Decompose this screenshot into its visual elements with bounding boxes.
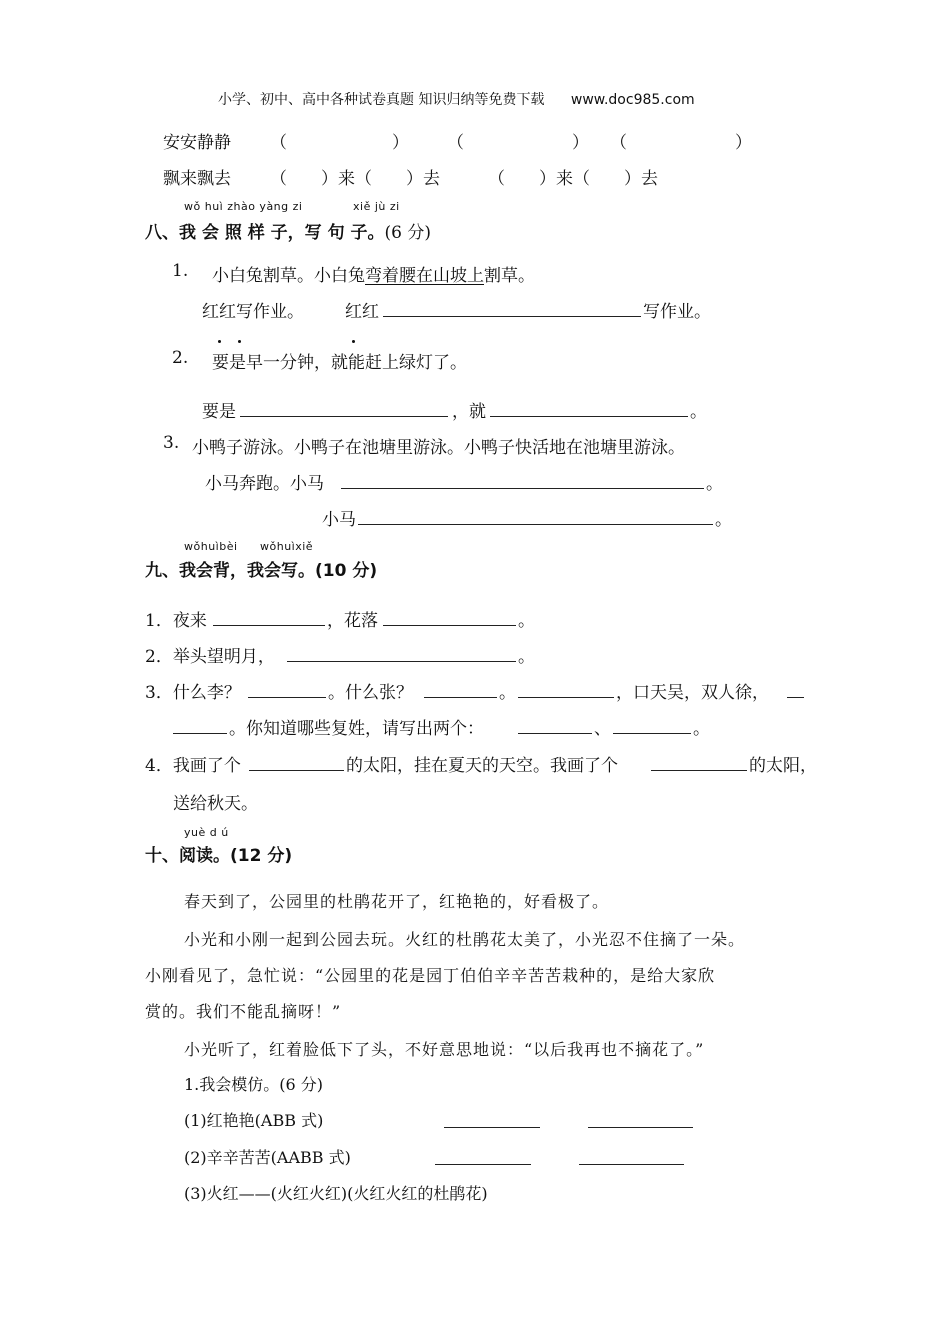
anjing-paren-2-open: （ [447, 133, 464, 153]
s10-q1: 1.我会模仿。(6 分) [184, 1075, 324, 1094]
reading-p2-a: 小光和小刚一起到公园去玩。火红的杜鹃花太美了，小光忍不住摘了一朵。 [184, 930, 746, 949]
s8-q1-underlined: 弯着腰在山坡上 [365, 266, 484, 286]
s8-q2-number: 2. [172, 348, 189, 368]
s10-q1-2: (2)辛辛苦苦(AABB 式) [184, 1148, 351, 1167]
piao-group-2: （ ）来（ ）去 [488, 169, 658, 189]
anjing-paren-3-close: ） [735, 133, 752, 153]
s9-l3-blank-4-cont[interactable] [173, 719, 227, 734]
reading-p2-b: 小刚看见了，急忙说：“公园里的花是园丁伯伯辛辛苦苦栽种的，是给大家欣 [145, 966, 716, 985]
s10-q1-1-blank-1[interactable] [444, 1113, 540, 1128]
s9-l4-d: 送给秋天。 [173, 794, 258, 814]
section8-pinyin-1: wǒ huì zhào yàng zi [184, 200, 303, 213]
section9-pinyin-1: wǒhuìbèi [184, 540, 238, 553]
emphasis-dot [352, 340, 355, 343]
s8-q1-text-a: 小白兔割草。小白兔 [212, 266, 365, 286]
s9-l4-blank-1[interactable] [249, 756, 344, 771]
s8-q1-exercise-b: 红红 [345, 302, 379, 322]
s8-q2-text: 要是早一分钟，就能赶上绿灯了。 [212, 353, 467, 373]
s9-l1-c: 。 [518, 611, 535, 631]
s9-l1-blank-1[interactable] [213, 611, 325, 626]
s9-l1-a: 1．夜来 [145, 611, 207, 631]
s8-q1-blank[interactable] [383, 302, 641, 317]
s8-q1-text-b: 割草。 [484, 266, 535, 286]
anjing-paren-3-open: （ [610, 133, 627, 153]
section10-pinyin: yuè d ú [184, 826, 229, 839]
s9-l4-b: 的太阳，挂在夏天的天空。我画了个 [346, 756, 618, 776]
s8-q2-blank-1[interactable] [240, 402, 448, 417]
anjing-paren-1-close: ） [392, 133, 409, 153]
s8-q3-blank-2[interactable] [358, 510, 713, 525]
reading-p1: 春天到了，公园里的杜鹃花开了，红艳艳的，好看极了。 [184, 892, 610, 911]
s9-l3-blank-3[interactable] [518, 683, 614, 698]
s8-q1-example [212, 261, 535, 286]
s9-l4-c: 的太阳， [749, 756, 817, 776]
section9-pinyin-2: wǒhuìxiě [260, 540, 314, 553]
header-text: 小学、初中、高中各种试卷真题 知识归纳等免费下载 [218, 92, 545, 108]
s9-l3e-a: 。你知道哪些复姓，请写出两个： [229, 719, 484, 739]
s9-l3-blank-4[interactable] [787, 683, 804, 698]
s8-q1-exercise-c: 写作业。 [643, 302, 711, 322]
s9-l2-blank[interactable] [287, 647, 516, 662]
s8-q3-a: 小马奔跑。小马 [205, 474, 324, 494]
anjing-paren-1-open: （ [270, 133, 287, 153]
s9-l3-blank-2[interactable] [424, 683, 497, 698]
piao-line [163, 164, 231, 189]
s10-q1-2-blank-2[interactable] [579, 1150, 684, 1165]
reading-p3: 小光听了，红着脸低下了头，不好意思地说：“以后我再也不摘花了。” [184, 1040, 705, 1059]
s8-q2-blank-2[interactable] [490, 402, 688, 417]
anjing-word: 安安静静 [163, 133, 231, 153]
s9-l3-blank-6[interactable] [613, 719, 691, 734]
s8-q3-b: 小马 [322, 510, 356, 530]
s9-l1-b: ，花落 [327, 611, 378, 631]
emphasis-dot [238, 340, 241, 343]
piao-group-1: （ ）来（ ）去 [270, 169, 440, 189]
s9-l2-b: 。 [518, 647, 535, 667]
s8-q3-a-end: 。 [706, 474, 723, 494]
section8-pinyin-2: xiě jù zi [353, 200, 400, 213]
emphasis-dot [218, 340, 221, 343]
s9-l3-blank-1[interactable] [248, 683, 326, 698]
s10-q1-1-blank-2[interactable] [588, 1113, 693, 1128]
s10-q1-1: (1)红艳艳(ABB 式) [184, 1111, 324, 1130]
anjing-line [163, 128, 231, 153]
piao-word: 飘来飘去 [163, 169, 231, 189]
s8-q3-b-end: 。 [715, 510, 732, 530]
s10-q1-2-blank-1[interactable] [435, 1150, 531, 1165]
s9-l4-blank-2[interactable] [651, 756, 747, 771]
s8-q3-blank-1[interactable] [341, 474, 704, 489]
s8-q2-c: 。 [690, 402, 707, 422]
s8-q2-b: ，就 [452, 402, 486, 422]
s8-q1-exercise-a: 红红写作业。 [202, 302, 304, 322]
page-header [218, 89, 695, 109]
s8-q3-number: 3. [163, 433, 180, 453]
section8-title-text: 八、我 会 照 样 子，写 句 子。 [145, 223, 385, 243]
s9-l3e-c: 。 [693, 719, 710, 739]
s9-l3e-b: 、 [594, 719, 611, 739]
s9-l3-blank-5[interactable] [518, 719, 592, 734]
s9-l2-a: 2．举头望明月， [145, 647, 275, 667]
s9-l3-a: 3．什么李？ [145, 683, 241, 703]
s9-l3-b: 。什么张？ [328, 683, 413, 703]
s9-l3-c: 。 [499, 683, 516, 703]
s8-q1-number: 1. [172, 261, 189, 281]
s10-q1-3: (3)火红——(火红火红)(火红火红的杜鹃花) [184, 1184, 488, 1203]
s8-q3-text: 小鸭子游泳。小鸭子在池塘里游泳。小鸭子快活地在池塘里游泳。 [192, 438, 685, 458]
section9-title: 九、我会背，我会写。(10 分) [145, 561, 378, 581]
s9-l4-a: 4．我画了个 [145, 756, 241, 776]
header-site: www.doc985.com [570, 92, 695, 108]
s8-q2-a: 要是 [202, 402, 236, 422]
section8-title-score: (6 分) [384, 223, 431, 243]
s9-l1-blank-2[interactable] [383, 611, 516, 626]
section8-title [145, 218, 431, 243]
anjing-paren-2-close: ） [572, 133, 589, 153]
section10-title: 十、阅读。(12 分) [145, 846, 293, 866]
s9-l3-d: ，口天吴，双人徐， [616, 683, 769, 703]
reading-p2-c: 赏的。我们不能乱摘呀！” [145, 1002, 342, 1021]
